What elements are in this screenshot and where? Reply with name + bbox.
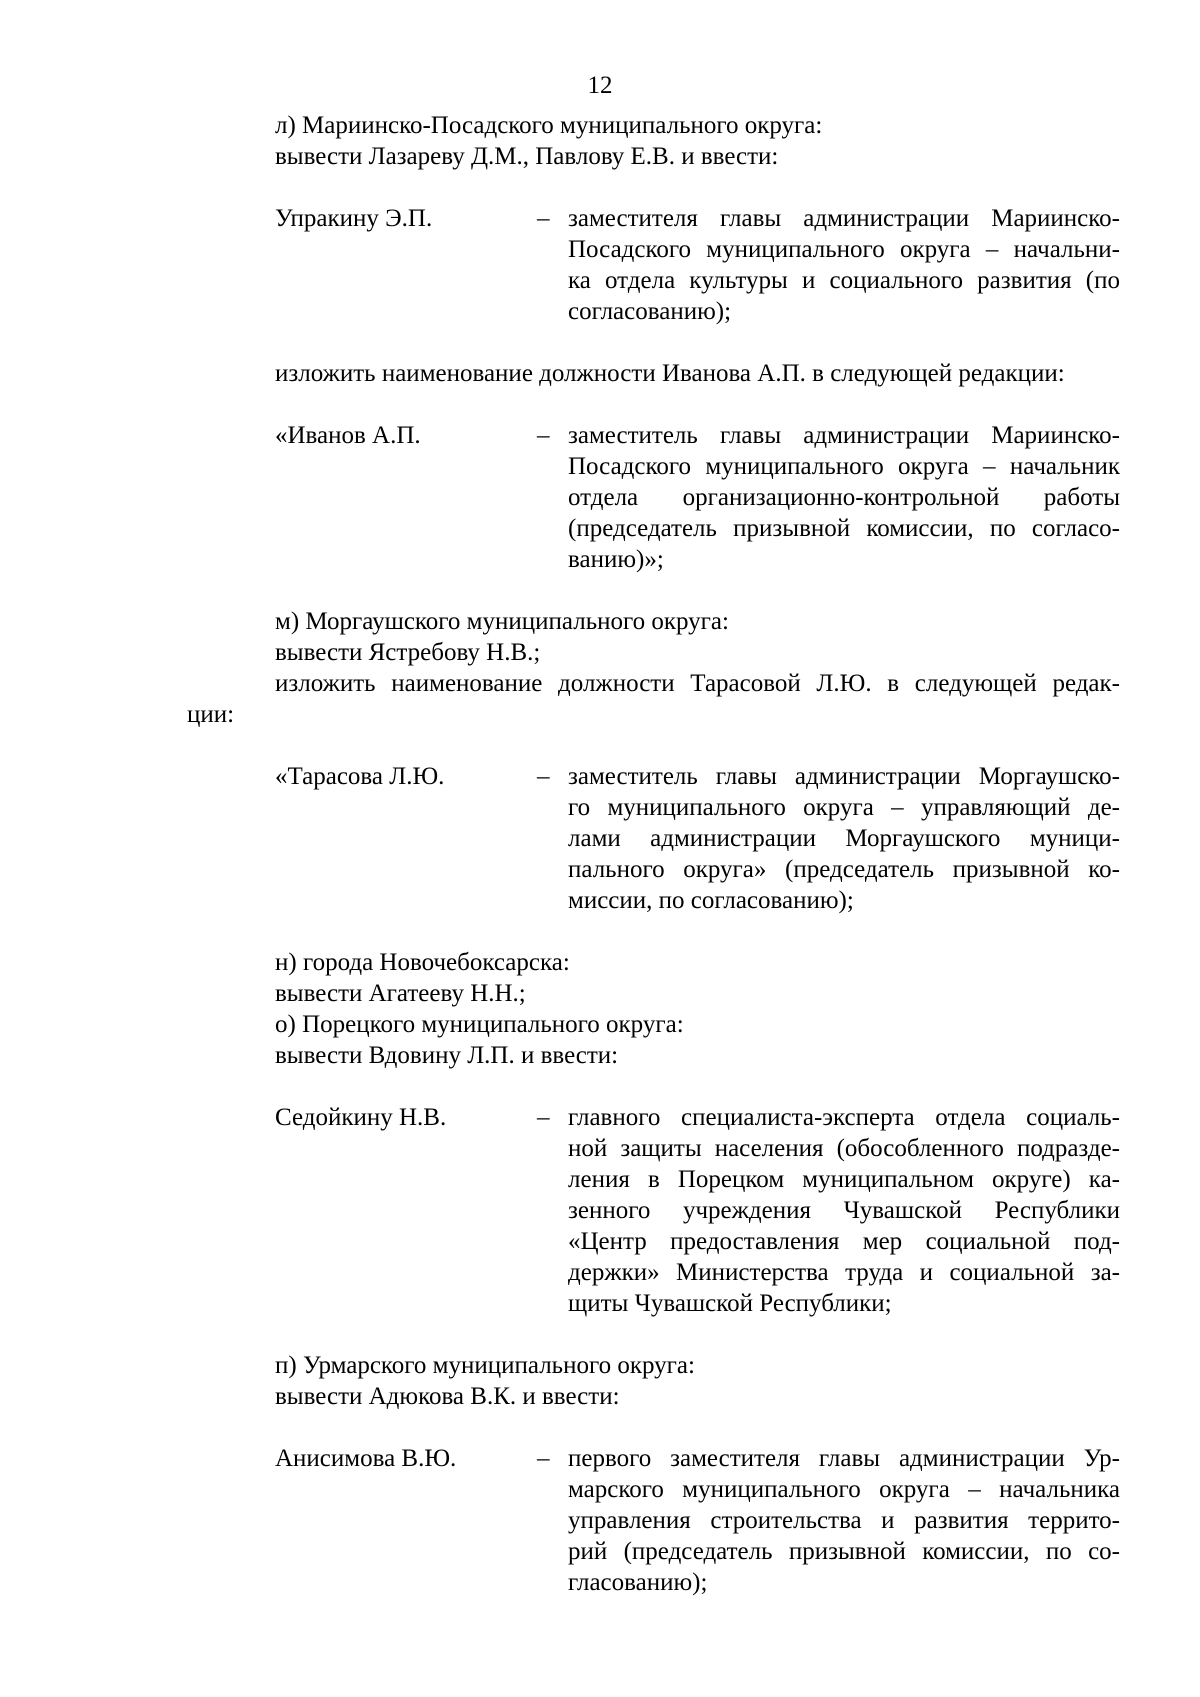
entry-anisimov — [275, 1443, 1120, 1598]
section-p-header: п) Урмарского муниципального округа: — [275, 1352, 695, 1379]
entry-line: Посадского муниципального округа – начальни- — [568, 236, 1120, 263]
entry-dash: – — [537, 1445, 550, 1472]
entry-description — [568, 1102, 1120, 1319]
entry-dash: – — [537, 422, 550, 449]
section-l-rename: изложить наименование должности Иванова А.П. в следующей редакции: — [275, 360, 1065, 387]
section-m-action: вывести Ястребову Н.В.; — [275, 639, 541, 666]
entry-line: согласованию); — [568, 298, 732, 325]
section-o-header: о) Порецкого муниципального округа: — [275, 1011, 684, 1038]
entry-name: Седойкину Н.В. — [275, 1104, 447, 1131]
entry-line: ка отдела культуры и социального развития (по — [568, 267, 1120, 294]
entry-line: главного специалиста-эксперта отдела социаль- — [568, 1104, 1120, 1131]
entry-tarasova — [275, 761, 1120, 916]
entry-line: держки» Министерства труда и социальной за- — [568, 1259, 1120, 1286]
entry-line: управления строительства и развития террито- — [568, 1507, 1120, 1534]
entry-name: Упракину Э.П. — [275, 205, 433, 232]
entry-line: зенного учреждения Чувашской Республики — [568, 1197, 1120, 1224]
entry-line: лами администрации Моргаушского муници- — [568, 825, 1120, 852]
entry-line: (председатель призывной комиссии, по согласо- — [568, 515, 1120, 542]
section-l-action: вывести Лазареву Д.М., Павлову Е.В. и ввести: — [275, 143, 779, 170]
entry-dash: – — [537, 1104, 550, 1131]
entry-line: заместитель главы администрации Моргаушско- — [568, 763, 1120, 790]
entry-line: пального округа» (председатель призывной ко- — [568, 856, 1120, 883]
entry-dash: – — [537, 763, 550, 790]
entry-description — [568, 761, 1120, 916]
entry-line: го муниципального округа – управляющий де- — [568, 794, 1120, 821]
entry-name: «Тарасова Л.Ю. — [275, 763, 445, 790]
entry-description — [568, 420, 1120, 575]
entry-ivanov — [275, 420, 1120, 575]
section-o-action: вывести Вдовину Л.П. и ввести: — [275, 1042, 619, 1069]
entry-line: «Центр предоставления мер социальной под- — [568, 1228, 1120, 1255]
entry-line: заместитель главы администрации Мариинско- — [568, 422, 1120, 449]
entry-description — [568, 1443, 1120, 1598]
entry-line: отдела организационно-контрольной работы — [568, 484, 1120, 511]
section-m-rename-cont: ции: — [187, 701, 235, 728]
entry-uprakina — [275, 203, 1120, 327]
entry-line: гласованию); — [568, 1569, 708, 1596]
entry-line: ления в Порецком муниципальном округе) ка- — [568, 1166, 1120, 1193]
entry-name: Анисимова В.Ю. — [275, 1445, 457, 1472]
entry-name: «Иванов А.П. — [275, 422, 421, 449]
page-number: 12 — [587, 72, 613, 99]
section-p-action: вывести Адюкова В.К. и ввести: — [275, 1383, 620, 1410]
entry-line: Посадского муниципального округа – начальник — [568, 453, 1120, 480]
document-body — [187, 110, 1120, 1598]
entry-line: марского муниципального округа – начальника — [568, 1476, 1120, 1503]
section-m-rename: изложить наименование должности Тарасовой Л.Ю. в следующей редак- — [275, 670, 1120, 697]
entry-dash: – — [537, 205, 550, 232]
entry-line: ванию)»; — [568, 546, 664, 573]
entry-description — [568, 203, 1120, 327]
section-n-header: н) города Новочебоксарска: — [275, 949, 570, 976]
entry-line: ной защиты населения (обособленного подразде- — [568, 1135, 1120, 1162]
section-n-action: вывести Агатееву Н.Н.; — [275, 980, 526, 1007]
entry-line: миссии, по согласованию); — [568, 887, 854, 914]
entry-sedoykina — [275, 1102, 1120, 1319]
section-l-header: л) Мариинско-Посадского муниципального округа: — [275, 112, 823, 139]
entry-line: заместителя главы администрации Мариинско- — [568, 205, 1120, 232]
entry-line: первого заместителя главы администрации Ур- — [568, 1445, 1120, 1472]
entry-line: рий (председатель призывной комиссии, по со- — [568, 1538, 1120, 1565]
entry-line: щиты Чувашской Республики; — [568, 1290, 892, 1317]
section-m-header: м) Моргаушского муниципального округа: — [275, 608, 729, 635]
